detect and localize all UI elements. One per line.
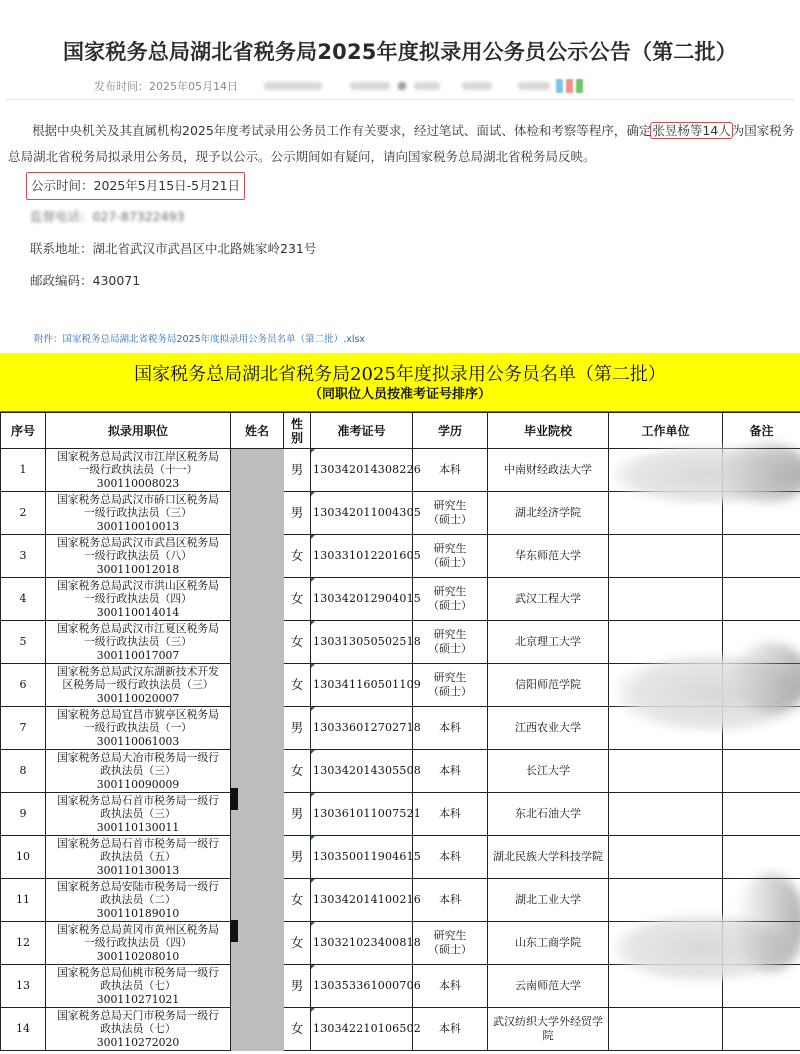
row-number: 13	[1, 965, 46, 1008]
supervision-phone: 监督电话：027-87322493	[30, 209, 185, 224]
education-cell: 研究生（硕士）	[413, 578, 488, 621]
position-line-1: 国家税务总局大冶市税务局一级行	[57, 750, 219, 764]
table-row	[1, 664, 800, 707]
gender-cell: 男	[284, 707, 311, 750]
attachment-link[interactable]: 附件：国家税务总局湖北省税务局2025年度拟录用公务员名单（第二批）.xlsx	[34, 334, 366, 345]
gender-cell: 男	[284, 836, 311, 879]
table-row	[1, 1008, 800, 1051]
workplace-cell	[609, 922, 723, 965]
redacted-meta	[518, 82, 550, 90]
remarks-cell	[723, 965, 800, 1008]
position-line-1: 国家税务总局安陆市税务局一级行	[57, 879, 219, 893]
sheet-title: 国家税务总局湖北省税务局2025年度拟录用公务员名单（第二批）	[134, 364, 666, 385]
redaction-mark	[230, 788, 238, 810]
remarks-cell	[723, 1008, 800, 1051]
col-header-name: 姓名	[231, 413, 284, 449]
row-number: 8	[1, 750, 46, 793]
publish-date: 2025年05月14日	[149, 80, 238, 93]
position-line-1: 国家税务总局武汉市武昌区税务局	[57, 535, 219, 549]
gender-cell: 女	[284, 664, 311, 707]
share-icon[interactable]	[566, 79, 573, 93]
education-cell: 研究生（硕士）	[413, 922, 488, 965]
education-cell: 本科	[413, 1008, 488, 1051]
position-line-2: 政执法员（五）	[100, 850, 176, 864]
position-line-2: 一级行政执法员（四）	[84, 936, 192, 950]
col-header-education: 学历	[413, 413, 488, 449]
sheet-banner	[0, 353, 800, 412]
row-number: 14	[1, 1008, 46, 1051]
article-meta	[94, 78, 583, 94]
share-icon[interactable]	[576, 79, 583, 93]
col-header-workplace: 工作单位	[609, 413, 723, 449]
sheet-subtitle: （同职位人员按准考证号排序）	[308, 387, 491, 402]
ticket-number-cell: 130342014305508	[311, 750, 413, 793]
position-code: 300110272020	[96, 1035, 180, 1049]
table-row	[1, 449, 800, 492]
position-cell	[46, 750, 231, 793]
highlighted-names: 张昱杨等14人	[652, 123, 731, 138]
position-line-2: 政执法员（七）	[100, 1022, 176, 1036]
row-number: 10	[1, 836, 46, 879]
gender-cell: 女	[284, 879, 311, 922]
name-cell-redacted	[231, 965, 284, 1008]
school-cell: 华东师范大学	[488, 535, 609, 578]
row-number: 12	[1, 922, 46, 965]
position-line-2: 政执法员（三）	[100, 764, 176, 778]
position-line-2: 政执法员（二）	[100, 893, 176, 907]
row-number: 6	[1, 664, 46, 707]
name-cell-redacted	[231, 1008, 284, 1051]
header-divider	[5, 99, 795, 100]
row-number: 3	[1, 535, 46, 578]
workplace-cell	[609, 1008, 723, 1051]
education-cell: 研究生（硕士）	[413, 492, 488, 535]
school-cell: 信阳师范学院	[488, 664, 609, 707]
postal-code: 邮政编码：430071	[30, 273, 141, 288]
school-cell: 中南财经政法大学	[488, 449, 609, 492]
announcement-paragraph: 根据中央机关及其直属机构2025年度考试录用公务员工作有关要求，经过笔试、面试、体检和考察等程序，确定张昱杨等14人为国家税务总局湖北省税务局拟录用公务员，现予以公示。公示期间如有疑问，请向国家税务总局湖北省税务局反映。	[8, 123, 795, 164]
school-cell: 江西农业大学	[488, 707, 609, 750]
workplace-cell	[609, 793, 723, 836]
name-cell-redacted	[231, 535, 284, 578]
position-line-1: 国家税务总局石首市税务局一级行	[57, 836, 219, 850]
position-code: 300110010013	[96, 519, 180, 533]
workplace-cell	[609, 492, 723, 535]
col-header-no: 序号	[1, 413, 46, 449]
workplace-cell	[609, 707, 723, 750]
position-cell	[46, 664, 231, 707]
ticket-number-cell: 130350011904615	[311, 836, 413, 879]
name-cell-redacted	[231, 707, 284, 750]
school-cell: 湖北民族大学科技学院	[488, 836, 609, 879]
contact-address: 联系地址：湖北省武汉市武昌区中北路姚家岭231号	[30, 241, 317, 256]
school-cell: 山东工商学院	[488, 922, 609, 965]
table-row	[1, 750, 800, 793]
gender-cell: 女	[284, 578, 311, 621]
ticket-number-cell: 130342014308226	[311, 449, 413, 492]
position-line-2: 政执法员（三）	[100, 807, 176, 821]
position-line-1: 国家税务总局武汉东湖新技术开发	[57, 664, 219, 678]
table-row	[1, 492, 800, 535]
education-cell: 研究生（硕士）	[413, 535, 488, 578]
redacted-meta	[398, 82, 406, 90]
position-line-2: 一级行政执法员（三）	[84, 635, 192, 649]
position-code: 300110014014	[96, 605, 180, 619]
school-cell: 长江大学	[488, 750, 609, 793]
position-code: 300110090009	[96, 777, 180, 791]
gender-cell: 女	[284, 535, 311, 578]
position-line-1: 国家税务总局武汉市硚口区税务局	[57, 492, 219, 506]
education-cell: 本科	[413, 879, 488, 922]
school-cell: 东北石油大学	[488, 793, 609, 836]
table-header-row	[1, 413, 800, 449]
gender-cell: 男	[284, 492, 311, 535]
workplace-cell	[609, 750, 723, 793]
position-line-2: 一级行政执法员（四）	[84, 592, 192, 606]
position-cell	[46, 535, 231, 578]
name-cell-redacted	[231, 449, 284, 492]
position-line-2: 政执法员（七）	[100, 979, 176, 993]
education-cell: 本科	[413, 836, 488, 879]
table-row	[1, 879, 800, 922]
position-code: 300110130013	[96, 863, 180, 877]
education-cell: 研究生（硕士）	[413, 664, 488, 707]
remarks-cell	[723, 492, 800, 535]
share-buttons[interactable]	[556, 79, 583, 93]
redacted-meta	[264, 82, 322, 90]
publish-label: 发布时间：	[94, 80, 149, 93]
ticket-number-cell: 130321023400818	[311, 922, 413, 965]
name-cell-redacted	[231, 578, 284, 621]
name-cell-redacted	[231, 879, 284, 922]
name-cell-redacted	[231, 922, 284, 965]
share-icon[interactable]	[556, 79, 563, 93]
position-line-1: 国家税务总局宜昌市猇亭区税务局	[57, 707, 219, 721]
remarks-cell	[723, 449, 800, 492]
ticket-number-cell: 130341160501109	[311, 664, 413, 707]
school-cell: 湖北工业大学	[488, 879, 609, 922]
remarks-cell	[723, 621, 800, 664]
position-cell	[46, 1008, 231, 1051]
school-cell: 湖北经济学院	[488, 492, 609, 535]
position-code: 300110189010	[96, 906, 180, 920]
education-cell: 本科	[413, 449, 488, 492]
education-cell: 本科	[413, 750, 488, 793]
table-row	[1, 793, 800, 836]
col-header-position: 拟录用职位	[46, 413, 231, 449]
workplace-cell	[609, 664, 723, 707]
education-cell: 研究生（硕士）	[413, 621, 488, 664]
ticket-number-cell: 130342210106502	[311, 1008, 413, 1051]
gender-cell: 男	[284, 449, 311, 492]
redacted-meta	[414, 82, 440, 90]
position-line-1: 国家税务总局天门市税务局一级行	[57, 1008, 219, 1022]
ticket-number-cell: 130336012702718	[311, 707, 413, 750]
position-line-1: 国家税务总局武汉市江岸区税务局	[57, 449, 219, 463]
row-number: 5	[1, 621, 46, 664]
position-cell	[46, 492, 231, 535]
name-cell-redacted	[231, 750, 284, 793]
table-row	[1, 621, 800, 664]
table-row	[1, 922, 800, 965]
ticket-number-cell: 130353361000706	[311, 965, 413, 1008]
position-cell	[46, 621, 231, 664]
position-code: 300110271021	[96, 992, 180, 1006]
position-line-1: 国家税务总局武汉市洪山区税务局	[57, 578, 219, 592]
redacted-meta	[350, 82, 390, 90]
position-cell	[46, 836, 231, 879]
redaction-mark	[230, 920, 238, 942]
remarks-cell	[723, 578, 800, 621]
education-cell: 本科	[413, 793, 488, 836]
position-cell	[46, 578, 231, 621]
ticket-number-cell: 130342012904015	[311, 578, 413, 621]
remarks-cell	[723, 879, 800, 922]
name-cell-redacted	[231, 492, 284, 535]
position-cell	[46, 965, 231, 1008]
publicity-period: 公示时间：2025年5月15日-5月21日	[26, 172, 245, 200]
name-cell-redacted	[231, 836, 284, 879]
workplace-cell	[609, 578, 723, 621]
table-row	[1, 707, 800, 750]
col-header-remarks: 备注	[723, 413, 800, 449]
ticket-number-cell: 130313050502518	[311, 621, 413, 664]
education-cell: 本科	[413, 707, 488, 750]
school-cell: 武汉纺织大学外经贸学院	[488, 1008, 609, 1051]
table-row	[1, 578, 800, 621]
workplace-cell	[609, 449, 723, 492]
position-line-1: 国家税务总局石首市税务局一级行	[57, 793, 219, 807]
position-line-2: 一级行政执法员（三）	[84, 506, 192, 520]
ticket-number-cell: 130342011004305	[311, 492, 413, 535]
education-cell: 本科	[413, 965, 488, 1008]
row-number: 1	[1, 449, 46, 492]
name-cell-redacted	[231, 793, 284, 836]
gender-cell: 女	[284, 1008, 311, 1051]
workplace-cell	[609, 836, 723, 879]
remarks-cell	[723, 664, 800, 707]
table-row	[1, 836, 800, 879]
school-cell: 北京理工大学	[488, 621, 609, 664]
candidate-list-sheet	[0, 353, 800, 1051]
workplace-cell	[609, 965, 723, 1008]
position-line-2: 一级行政执法员（十一）	[78, 463, 198, 477]
position-line-2: 区税务局一级行政执法员（三）	[62, 678, 214, 692]
candidate-table	[0, 412, 800, 1051]
ticket-number-cell: 130331012201605	[311, 535, 413, 578]
table-row	[1, 535, 800, 578]
position-line-1: 国家税务总局仙桃市税务局一级行	[57, 965, 219, 979]
position-code: 300110061003	[96, 734, 180, 748]
position-code: 300110017007	[96, 648, 180, 662]
remarks-cell	[723, 707, 800, 750]
workplace-cell	[609, 879, 723, 922]
position-cell	[46, 793, 231, 836]
position-line-1: 国家税务总局武汉市江夏区税务局	[57, 621, 219, 635]
position-line-1: 国家税务总局黄冈市黄州区税务局	[57, 922, 219, 936]
article-body	[8, 118, 798, 294]
redacted-meta	[462, 82, 492, 90]
name-cell-redacted	[231, 621, 284, 664]
row-number: 9	[1, 793, 46, 836]
position-code: 300110208010	[96, 949, 180, 963]
remarks-cell	[723, 750, 800, 793]
position-line-2: 一级行政执法员（八）	[84, 549, 192, 563]
gender-cell: 男	[284, 793, 311, 836]
position-cell	[46, 879, 231, 922]
ticket-number-cell: 130342014100216	[311, 879, 413, 922]
position-cell	[46, 449, 231, 492]
gender-cell: 女	[284, 922, 311, 965]
position-code: 300110020007	[96, 691, 180, 705]
position-code: 300110008023	[96, 476, 180, 490]
gender-cell: 女	[284, 750, 311, 793]
remarks-cell	[723, 836, 800, 879]
position-cell	[46, 707, 231, 750]
school-cell: 武汉工程大学	[488, 578, 609, 621]
remarks-cell	[723, 535, 800, 578]
position-cell	[46, 922, 231, 965]
school-cell: 云南师范大学	[488, 965, 609, 1008]
ticket-number-cell: 130361011007521	[311, 793, 413, 836]
table-row	[1, 965, 800, 1008]
col-header-gender: 性别	[284, 413, 311, 449]
row-number: 2	[1, 492, 46, 535]
remarks-cell	[723, 793, 800, 836]
position-line-2: 一级行政执法员（一）	[84, 721, 192, 735]
position-code: 300110130011	[96, 820, 180, 834]
gender-cell: 女	[284, 621, 311, 664]
page-title: 国家税务总局湖北省税务局2025年度拟录用公务员公示公告（第二批）	[62, 40, 738, 64]
remarks-cell	[723, 922, 800, 965]
col-header-school: 毕业院校	[488, 413, 609, 449]
name-cell-redacted	[231, 664, 284, 707]
gender-cell: 男	[284, 965, 311, 1008]
row-number: 11	[1, 879, 46, 922]
col-header-ticket: 准考证号	[311, 413, 413, 449]
workplace-cell	[609, 621, 723, 664]
workplace-cell	[609, 535, 723, 578]
row-number: 4	[1, 578, 46, 621]
row-number: 7	[1, 707, 46, 750]
position-code: 300110012018	[96, 562, 180, 576]
